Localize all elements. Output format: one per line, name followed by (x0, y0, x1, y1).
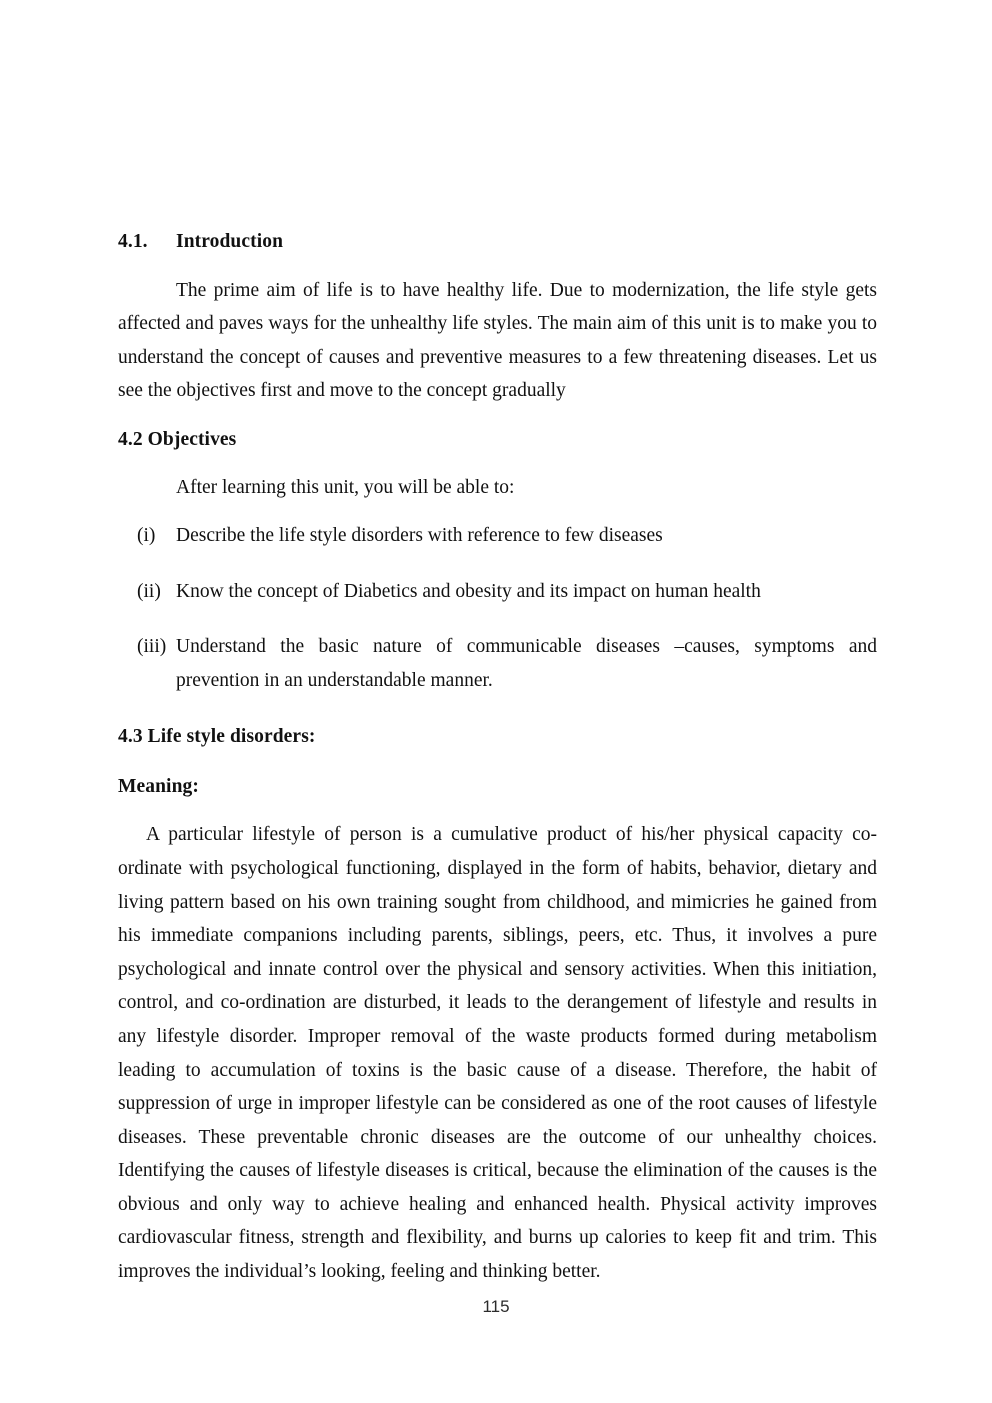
list-item-marker: (i) (137, 524, 156, 546)
list-item-text: Describe the life style disorders with reference to few diseases (176, 524, 663, 546)
list-item (118, 630, 877, 697)
list-item (118, 575, 877, 609)
heading-introduction-number: 4.1. (118, 231, 148, 252)
page-content (118, 232, 877, 1289)
heading-objectives: 4.2 Objectives (118, 428, 237, 450)
paragraph-meaning: A particular lifestyle of person is a cumulative product of his/her physical capacity co-ordinate with psychological functioning, displayed in the form of habits, behavior, dietary and living pattern based on his own training sought from childhood, and mimicries he gained from his immediate companions including parents, siblings, peers, etc. Thus, it involves a pure psychological and innate control over the physical and sensory activities. When this initiation, control, and co-ordination are disturbed, it leads to the derangement of lifestyle and results in any lifestyle disorder. Improper removal of the waste products formed during metabolism leading to accumulation of toxins is the basic cause of a disease. Therefore, the habit of suppression of urge in improper lifestyle can be considered as one of the root causes of lifestyle diseases. These preventable chronic diseases are the outcome of our unhealthy choices. Identifying the causes of lifestyle diseases is critical, because the elimination of the causes is the obvious and only way to achieve healing and enhanced health. Physical activity improves cardiovascular fitness, strength and flexibility, and burns up calories to keep fit and trim. This improves the individual’s looking, feeling and thinking better. (118, 824, 877, 1283)
objectives-list (118, 519, 877, 697)
heading-life-style-disorders: 4.3 Life style disorders: (118, 726, 316, 748)
list-item-marker: (iii) (137, 636, 167, 658)
heading-introduction (118, 232, 877, 252)
subheading-meaning: Meaning: (118, 775, 199, 797)
list-item-continuation: prevention in an understandable manner. (176, 669, 493, 691)
list-item-text: Know the concept of Diabetics and obesity and its impact on human health (176, 580, 761, 602)
list-item-marker: (ii) (137, 580, 161, 602)
list-item-text-group (176, 630, 877, 697)
list-item-text: Understand the basic nature of communicable diseases –causes, symptoms and (176, 636, 877, 658)
list-item (118, 519, 877, 553)
page-number: 115 (482, 1297, 510, 1316)
heading-introduction-title: Introduction (176, 231, 284, 252)
objectives-lead-in: After learning this unit, you will be able to: (176, 477, 515, 499)
paragraph-introduction: The prime aim of life is to have healthy life. Due to modernization, the life style gets affected and paves ways for the unhealthy life styles. The main aim of this unit is to make you to understand the concept of causes and preventive measures to a few threatening diseases. Let us see the objectives first and move to the concept gradually (118, 279, 877, 402)
